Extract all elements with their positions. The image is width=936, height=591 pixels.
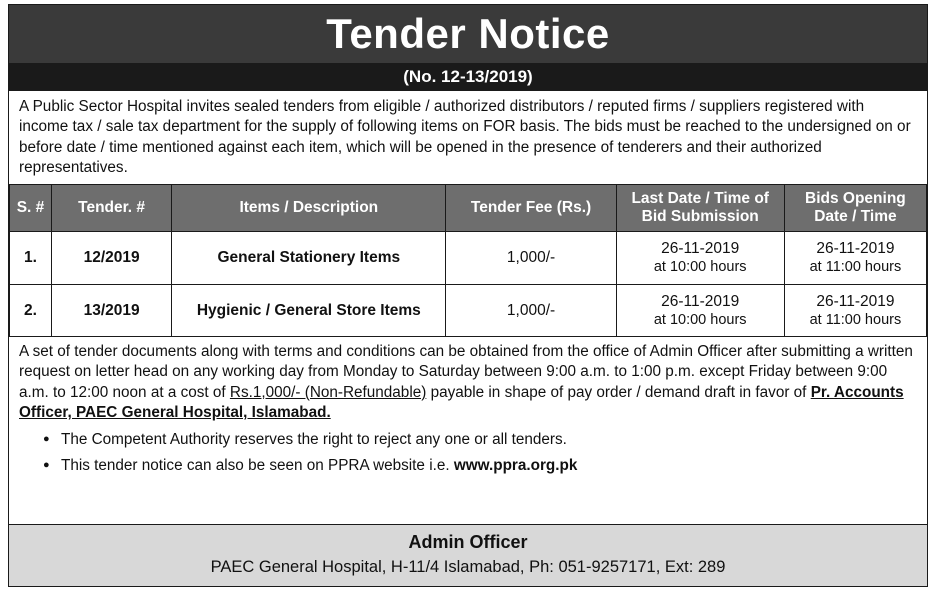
bullet-text-1: The Competent Authority reserves the right to reject any one or all tenders. xyxy=(61,431,567,449)
cell-last-date-value: 26-11-2019 xyxy=(661,292,740,310)
intro-paragraph: A Public Sector Hospital invites sealed tenders from eligible / authorized distributors / reputed firms / suppliers registered with income tax / sale tax department for the supply of following items on FOR basis. The bids must be reached to the undersigned on or before date / time mentioned against each item, which will be opened in the presence of tenderers and their authorized representatives. xyxy=(19,98,911,177)
cell-open-date xyxy=(784,232,926,285)
notice-frame xyxy=(8,4,928,587)
cell-tender-no: 12/2019 xyxy=(52,232,172,285)
notice-title-bar xyxy=(9,5,927,63)
documents-cost: Rs.1,000/- (Non-Refundable) xyxy=(229,383,427,401)
cell-last-date xyxy=(616,284,784,337)
cell-items: Hygienic / General Store Items xyxy=(172,284,446,337)
cell-open-date-value: 26-11-2019 xyxy=(816,292,895,310)
notice-number: (No. 12-13/2019) xyxy=(403,67,533,86)
page-title: Tender Notice xyxy=(326,10,610,57)
cell-open-date-value: 26-11-2019 xyxy=(816,240,895,257)
column-header-fee: Tender Fee (Rs.) xyxy=(446,185,616,232)
table-header-row xyxy=(10,185,927,232)
cell-last-date xyxy=(616,232,784,285)
cell-items: General Stationery Items xyxy=(172,232,446,285)
cell-serial: 1. xyxy=(10,232,52,285)
column-header-bids-opening: Bids Opening Date / Time xyxy=(784,185,926,232)
tender-table xyxy=(9,184,927,337)
cell-last-time-value: at 10:00 hours xyxy=(653,259,747,276)
cell-open-time-value: at 11:00 hours xyxy=(809,259,902,276)
column-header-last-date: Last Date / Time of Bid Submission xyxy=(616,185,784,232)
table-row xyxy=(10,284,927,337)
cell-tender-no: 13/2019 xyxy=(52,284,172,337)
documents-favor: Pr. Accounts Officer, PAEC General Hospital, Islamabad. xyxy=(19,383,904,422)
list-item xyxy=(43,455,917,477)
cell-serial: 2. xyxy=(10,284,52,337)
bullet-list xyxy=(9,429,927,476)
notice-footer xyxy=(9,524,927,586)
documents-paragraph-part2: payable in shape of pay order / demand draft in favor of xyxy=(426,383,811,401)
notice-subtitle-bar xyxy=(9,63,927,91)
table-row xyxy=(10,232,927,285)
ppra-website-link[interactable]: www.ppra.org.pk xyxy=(453,456,578,474)
cell-open-time-value: at 11:00 hours xyxy=(809,311,902,328)
column-header-items: Items / Description xyxy=(172,185,446,232)
column-header-tender-no: Tender. # xyxy=(52,185,172,232)
signature-title: Admin Officer xyxy=(408,532,528,553)
cell-last-time-value: at 10:00 hours xyxy=(653,311,747,328)
cell-fee: 1,000/- xyxy=(446,284,616,337)
cell-last-date-value: 26-11-2019 xyxy=(661,240,740,257)
documents-paragraph-part1: A set of tender documents along with terms and conditions can be obtained from the office of Admin Officer after submitting a written request on letter head on any working day from Monday to Saturday between 9:00 a.m. to 1:00 p.m. except Friday between 9:00 a.m. to 12:00 noon at a cost of xyxy=(19,343,913,401)
column-header-serial: S. # xyxy=(10,185,52,232)
bullet-text-2: This tender notice can also be seen on PPRA website i.e. xyxy=(61,456,454,474)
list-item xyxy=(43,429,917,451)
contact-address: PAEC General Hospital, H-11/4 Islamabad, Ph: 051-9257171, Ext: 289 xyxy=(210,557,726,576)
cell-fee: 1,000/- xyxy=(446,232,616,285)
documents-paragraph xyxy=(9,337,927,425)
cell-open-date xyxy=(784,284,926,337)
